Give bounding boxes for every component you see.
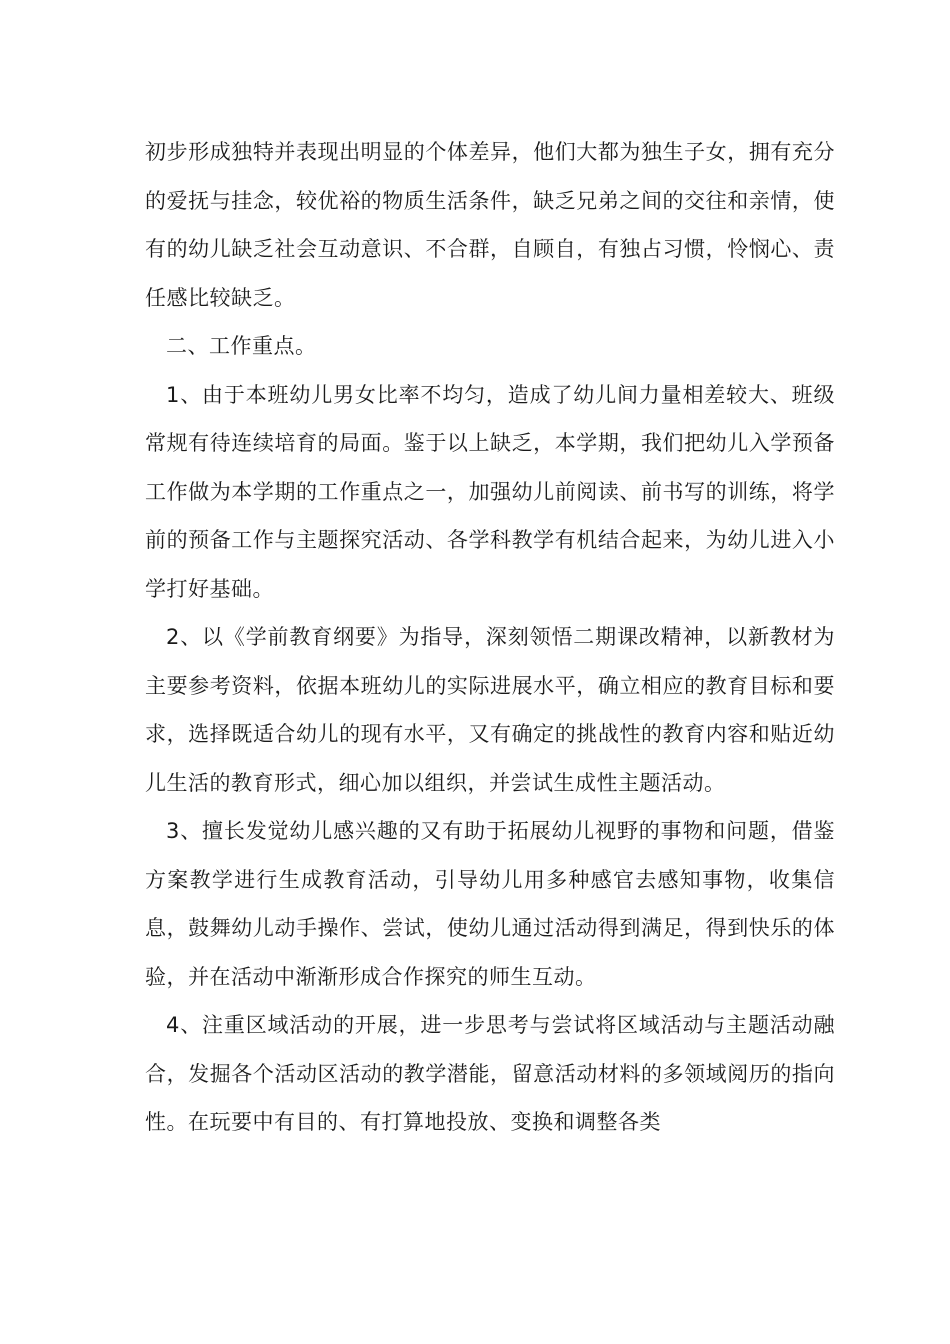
paragraph-item-3: 3、擅长发觉幼儿感兴趣的又有助于拓展幼儿视野的事物和问题，借鉴方案教学进行生成教育活动，引导幼儿用多种感官去感知事物，收集信息，鼓舞幼儿动手操作、尝试，使幼儿通过活动得到满足，得到快乐的体验，并在活动中渐渐形成合作探究的师生互动。 [145, 819, 835, 989]
document-body [145, 128, 835, 1147]
paragraph-item-4: 4、注重区域活动的开展，进一步思考与尝试将区域活动与主题活动融合，发掘各个活动区活动的教学潜能，留意活动材料的多领域阅历的指向性。在玩要中有目的、有打算地投放、变换和调整各类 [145, 1013, 835, 1134]
paragraph-item-2: 2、以《学前教育纲要》为指导，深刻领悟二期课改精神，以新教材为主要参考资料，依据本班幼儿的实际进展水平，确立相应的教育目标和要求，选择既适合幼儿的现有水平，又有确定的挑战性的教育内容和贴近幼儿生活的教育形式，细心加以组织，并尝试生成性主题活动。 [145, 625, 835, 795]
section-heading-work-focus: 二、工作重点。 [166, 334, 317, 358]
paragraph-intro-continuation: 初步形成独特并表现出明显的个体差异，他们大都为独生子女，拥有充分的爱抚与挂念，较优裕的物质生活条件，缺乏兄弟之间的交往和亲情，使有的幼儿缺乏社会互动意识、不合群，自顾自，有独占习惯，怜悯心、责任感比较缺乏。 [145, 140, 835, 310]
paragraph-item-1: 1、由于本班幼儿男女比率不均匀，造成了幼儿间力量相差较大、班级常规有待连续培育的局面。鉴于以上缺乏，本学期，我们把幼儿入学预备工作做为本学期的工作重点之一，加强幼儿前阅读、前书写的训练，将学前的预备工作与主题探究活动、各学科教学有机结合起来，为幼儿进入小学打好基础。 [145, 382, 835, 601]
